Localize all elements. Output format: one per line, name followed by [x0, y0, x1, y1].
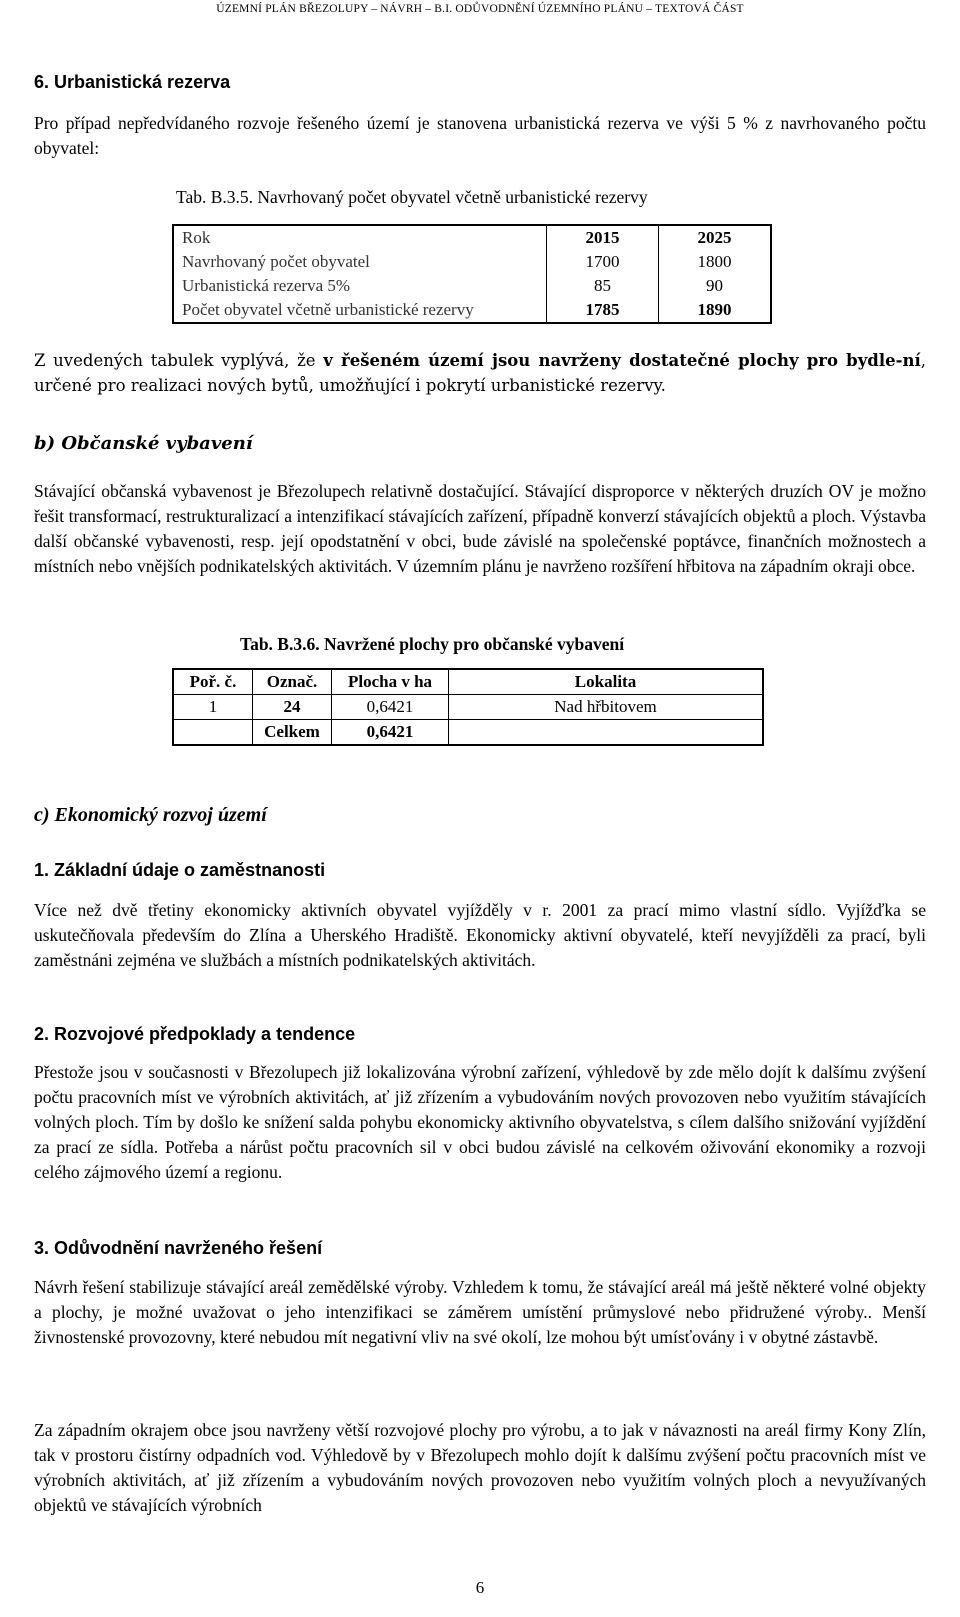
- table-cell: 24: [253, 695, 332, 720]
- table-b36-caption: Tab. B.3.6. Navržené plochy pro občanské vybavení: [240, 634, 625, 654]
- table-cell: Urbanistická rezerva 5%: [182, 276, 351, 295]
- justification-heading: 3. Odůvodnění navrženého řešení: [34, 1238, 323, 1258]
- table-header-cell: Poř. č.: [173, 669, 253, 695]
- table-cell: 1: [173, 695, 253, 720]
- table-header-cell: Označ.: [253, 669, 332, 695]
- table-b35-caption: Tab. B.3.5. Navrhovaný počet obyvatel včetně urbanistické rezervy: [176, 187, 648, 207]
- conclusion-bold: v řešeném území jsou navrženy dostatečné plochy pro bydle-ní: [323, 351, 921, 370]
- table-cell: 90: [659, 274, 772, 298]
- table-total-value: 0,6421: [332, 720, 449, 746]
- table-row: [173, 250, 771, 274]
- table-cell: 1890: [659, 298, 772, 323]
- section-6-conclusion: [34, 348, 926, 398]
- conclusion-prefix: Z uvedených tabulek vyplývá, že: [34, 351, 324, 370]
- table-header-cell: Rok: [182, 228, 211, 247]
- employment-paragraph: Více než dvě třetiny ekonomicky aktivních obyvatel vyjížděly v r. 2001 za prací mimo vlastní sídlo. Vyjížďka se uskutečňovala především do Zlína a Uherského Hradiště. Ekonomicky aktivní obyvatelé, kteří nevyjížděli za prací, byli zaměstnáni zejména ve službách a místních podnikatelských aktivitách.: [34, 900, 926, 970]
- table-cell-empty: [449, 720, 764, 746]
- table-row: [173, 695, 763, 720]
- table-header-cell: Lokalita: [449, 669, 764, 695]
- table-row: [173, 274, 771, 298]
- table-cell: 1785: [547, 298, 659, 323]
- table-row: [173, 298, 771, 323]
- table-header-row: [173, 669, 763, 695]
- table-cell: 0,6421: [332, 695, 449, 720]
- table-cell: Navrhovaný počet obyvatel: [182, 252, 370, 271]
- employment-heading: 1. Základní údaje o zaměstnanosti: [34, 860, 326, 880]
- population-table: [172, 224, 772, 324]
- economy-heading: c) Ekonomický rozvoj území: [34, 804, 267, 826]
- table-header-row: [173, 225, 771, 250]
- table-header-cell: 2015: [547, 225, 659, 250]
- conclusion-suffix: , určené pro realizaci nových bytů, umožňující i pokrytí urbanistické rezervy.: [34, 351, 926, 395]
- table-cell: Nad hřbitovem: [449, 695, 764, 720]
- page-number: 6: [475, 1578, 485, 1597]
- table-header-cell: 2025: [659, 225, 772, 250]
- table-header-cell: Plocha v ha: [332, 669, 449, 695]
- table-cell: 1700: [547, 250, 659, 274]
- tendencies-heading: 2. Rozvojové předpoklady a tendence: [34, 1024, 356, 1044]
- justification-paragraph-1: Návrh řešení stabilizuje stávající areál zemědělské výroby. Vzhledem k tomu, že stávající areál má ještě některé volné objekty a plochy, je možné uvažovat o jeho intenzifikaci se záměrem umístění průmyslové nebo přidružené výroby.. Menší živnostenské provozovny, které nebudou mít negativní vliv na své okolí, lze mohou být umísťovány i v obytné zástavbě.: [34, 1277, 926, 1347]
- tendencies-paragraph: Přestože jsou v současnosti v Březolupech již lokalizována výrobní zařízení, výhledově by zde mělo dojít k dalšímu zvýšení počtu pracovních míst ve výrobních aktivitách, ať již zřízením a vybudováním nových provozoven nebo využitím stávajících volných ploch. Tím by došlo ke snížení salda pohybu ekonomicky aktivního obyvatelstva, s cílem dalšího snižování vyjíždění za prací ze sídla. Potřeba a nárůst počtu pracovních sil v obci budou závislé na celkovém oživování ekonomiky a rozvoji celého zájmového území a regionu.: [34, 1062, 926, 1182]
- table-cell: 1800: [659, 250, 772, 274]
- civic-paragraph: Stávající občanská vybavenost je Březolupech relativně dostačující. Stávající disproporce v některých druzích OV je možno řešit transformací, restrukturalizací a intenzifikací stávajících zařízení, případně konverzí stávajících objektů a ploch. Výstavba další občanské vybavenosti, resp. její opodstatnění v obci, bude závislé na společenské poptávce, finančních možnostech a místních nebo vnějších podnikatelských aktivitách. V územním plánu je navrženo rozšíření hřbitova na západním okraji obce.: [34, 481, 926, 576]
- civic-heading: b) Občanské vybavení: [34, 433, 253, 454]
- section-6-heading: 6. Urbanistická rezerva: [34, 72, 231, 92]
- table-total-label: Celkem: [253, 720, 332, 746]
- justification-paragraph-2: Za západním okrajem obce jsou navrženy větší rozvojové plochy pro výrobu, a to jak v návaznosti na areál firmy Kony Zlín, tak v prostoru čistírny odpadních vod. Výhledově by v Březolupech mohlo dojít k dalšímu zvýšení počtu pracovních míst ve výrobních aktivitách, ať již zřízením a vybudováním nových provozoven nebo využitím volných ploch a nevyužívaných objektů ve stávajících výrobních: [34, 1420, 926, 1515]
- table-cell-empty: [173, 720, 253, 746]
- running-header: ÚZEMNÍ PLÁN BŘEZOLUPY – NÁVRH – B.I. ODŮVODNĚNÍ ÚZEMNÍHO PLÁNU – TEXTOVÁ ČÁST: [216, 3, 744, 15]
- table-cell: Počet obyvatel včetně urbanistické rezervy: [182, 300, 474, 319]
- table-cell: 85: [547, 274, 659, 298]
- section-6-intro: Pro případ nepředvídaného rozvoje řešeného území je stanovena urbanistická rezerva ve výši 5 % z navrhovaného počtu obyvatel:: [34, 113, 926, 158]
- civic-areas-table: [172, 668, 764, 746]
- table-total-row: [173, 720, 763, 746]
